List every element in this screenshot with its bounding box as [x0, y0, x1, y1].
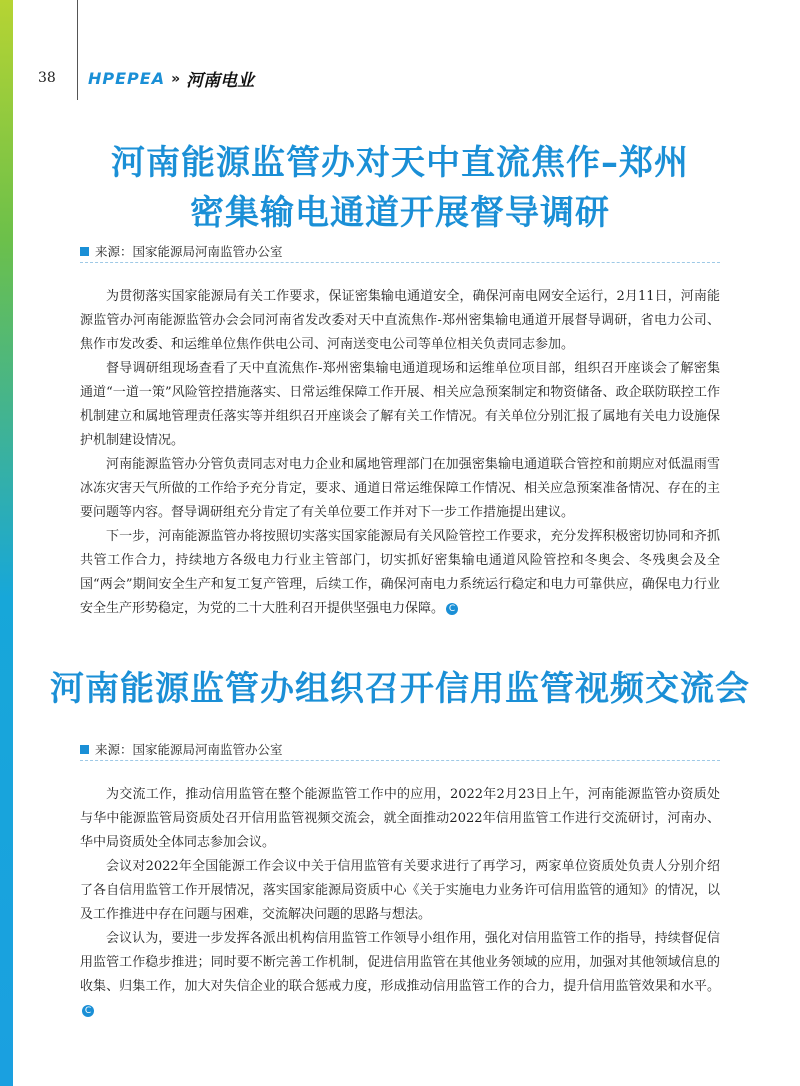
article-2-title-line-1: 河南能源监管办组织召开信用监管视频交流会: [50, 669, 750, 709]
article-2-paragraph-3-text: 会议认为，要进一步发挥各派出机构信用监管工作领导小组作用，强化对信用监管工作的指导，持续督促信用监管工作稳步推进；同时要不断完善工作机制，促进信用监管在其他业务领域的应用，加强对其他领域信息的收集、归集工作，加大对失信企业的联合惩戒力度，形成推动信用监管工作的合力，提升信用监管效果和水平。: [80, 931, 720, 994]
article-1-source: [80, 242, 283, 260]
article-2-paragraph-3: [80, 927, 720, 1023]
article-2-source: [80, 740, 283, 758]
article-2-body: [80, 783, 720, 1023]
article-2-divider: [80, 760, 720, 762]
brand-separator: »: [171, 70, 181, 87]
end-mark-icon: C: [82, 1005, 94, 1017]
article-1-paragraph-3: 河南能源监管办分管负责同志对电力企业和属地管理部门在加强密集输电通道联合管控和前期应对低温雨雪冰冻灾害天气所做的工作给予充分肯定，要求、通道日常运维保障工作情况、相关应急预案准备情况、存在的主要问题等内容。督导调研组充分肯定了有关单位要工作并对下一步工作措施提出建议。: [80, 457, 720, 520]
article-1-source-text: 来源：国家能源局河南监管办公室: [95, 244, 283, 259]
brand-latin-logo: HPEPEA: [88, 69, 166, 88]
square-bullet-icon: [80, 247, 89, 256]
header-vertical-rule: [77, 0, 78, 100]
article-1-body: [80, 285, 720, 621]
square-bullet-icon: [80, 745, 89, 754]
article-1-paragraph-2: 督导调研组现场查看了天中直流焦作-郑州密集输电通道现场和运维单位项目部，组织召开座谈会了解密集通道“一道一策”风险管控措施落实、日常运维保障工作开展、相关应急预案制定和物资储备、政企联防联控工作机制建立和属地管理责任落实等并组织召开座谈会了解有关工作情况。有关单位分别汇报了属地有关电力设施保护机制建设情况。: [80, 361, 720, 448]
end-mark-icon: C: [446, 603, 458, 615]
article-2-source-text: 来源：国家能源局河南监管办公室: [95, 742, 283, 757]
article-1-paragraph-4-text: 下一步，河南能源监管办将按照切实落实国家能源局有关风险管控工作要求，充分发挥积极密切协同和齐抓共管工作合力，持续地方各级电力行业主管部门，切实抓好密集输电通道风险管控和冬奥会、冬残奥会及全国“两会”期间安全生产和复工复产管理，后续工作，确保河南电力系统运行稳定和电力可靠供应，确保电力行业安全生产形势稳定，为党的二十大胜利召开提供坚强电力保障。: [80, 529, 720, 616]
article-1-paragraph-4: [80, 525, 720, 621]
article-1-paragraph-1: 为贯彻落实国家能源局有关工作要求，保证密集输电通道安全，确保河南电网安全运行，2月11日，河南能源监管办河南能源监管办会会同河南省发改委对天中直流焦作-郑州密集输电通道开展督导调研，省电力公司、焦作市发改委、和运维单位焦作供电公司、河南送变电公司等单位相关负责同志参加。: [80, 289, 720, 352]
article-2-title: [0, 664, 800, 714]
article-1-divider: [80, 262, 720, 264]
article-1-title-line-1: 河南能源监管办对天中直流焦作–郑州: [111, 143, 689, 183]
article-1-title: [0, 138, 800, 238]
page-number: 38: [38, 70, 56, 86]
brand-chinese-logo: 河南电业: [186, 71, 255, 91]
article-1-title-line-2: 密集输电通道开展督导调研: [190, 193, 610, 233]
article-2-paragraph-2: 会议对2022年全国能源工作会议中关于信用监管有关要求进行了再学习，两家单位资质处负责人分别介绍了各自信用监管工作开展情况，落实国家能源局资质中心《关于实施电力业务许可信用监管的通知》的情况，以及工作推进中存在问题与困难，交流解决问题的思路与想法。: [80, 859, 720, 922]
magazine-brand: [88, 66, 254, 91]
article-2-paragraph-1: 为交流工作，推动信用监管在整个能源监管工作中的应用，2022年2月23日上午，河南能源监管办资质处与华中能源监管局资质处召开信用监管视频交流会，就全面推动2022年信用监管工作进行交流研讨，河南办、华中局资质处全体同志参加会议。: [80, 787, 720, 850]
